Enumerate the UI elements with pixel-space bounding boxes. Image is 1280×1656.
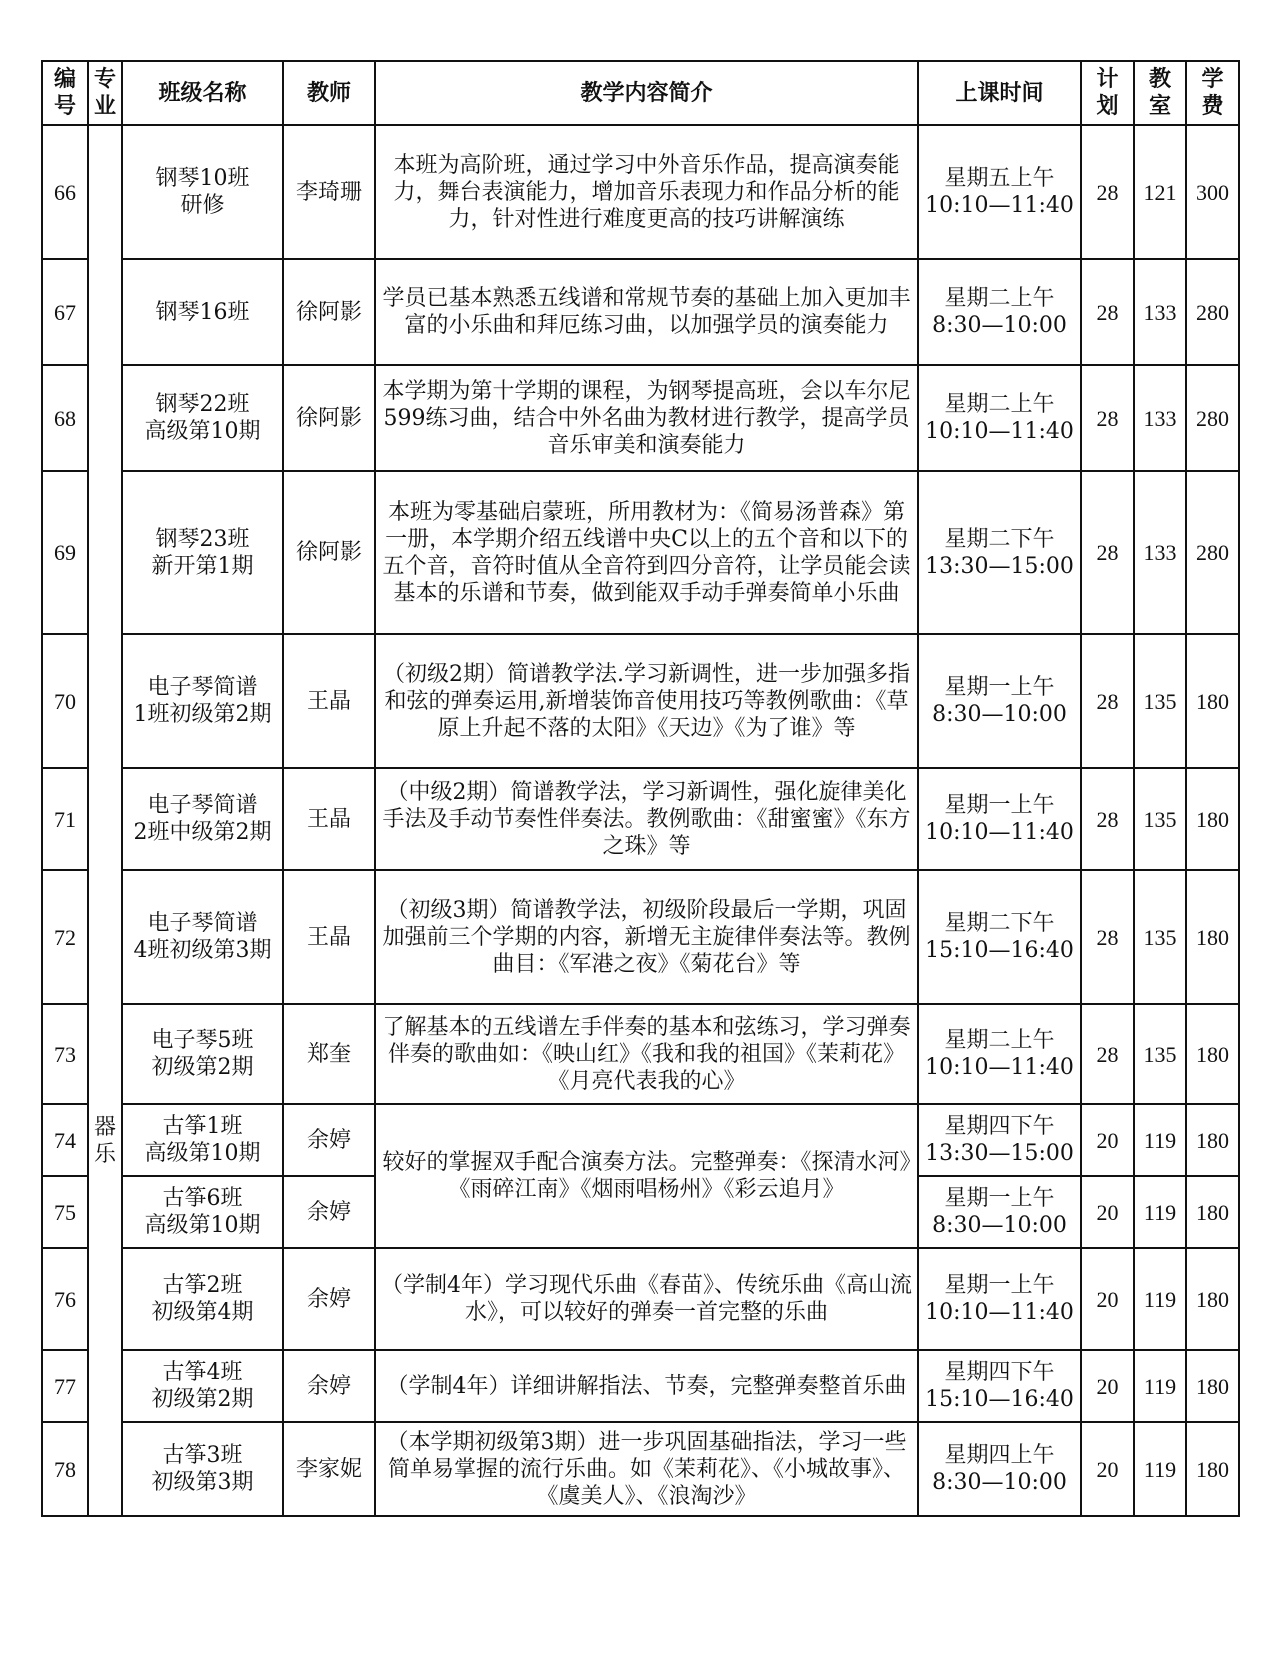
teacher-name: 王晶 bbox=[283, 768, 375, 870]
class-name bbox=[122, 125, 283, 259]
table-row bbox=[42, 768, 1239, 870]
row-number: 67 bbox=[42, 259, 88, 365]
table-row bbox=[42, 1104, 1239, 1176]
classroom: 119 bbox=[1134, 1176, 1186, 1248]
class-time-line: 星期四上午 bbox=[944, 1443, 1055, 1468]
header-num: 编 号 bbox=[42, 61, 88, 125]
class-name-line: 古筝4班 bbox=[162, 1360, 243, 1385]
class-time-line: 10:10—11:40 bbox=[925, 820, 1074, 845]
classroom: 133 bbox=[1134, 365, 1186, 471]
teacher-name: 徐阿影 bbox=[283, 471, 375, 634]
table-row bbox=[42, 125, 1239, 259]
class-time bbox=[918, 1350, 1081, 1422]
class-name bbox=[122, 259, 283, 365]
class-time bbox=[918, 471, 1081, 634]
row-number: 70 bbox=[42, 634, 88, 768]
tuition-fee: 300 bbox=[1186, 125, 1239, 259]
plan-count: 20 bbox=[1081, 1176, 1134, 1248]
row-number: 78 bbox=[42, 1422, 88, 1516]
teacher-name: 徐阿影 bbox=[283, 365, 375, 471]
class-name-line: 古筝2班 bbox=[162, 1273, 243, 1298]
classroom: 133 bbox=[1134, 259, 1186, 365]
table-row bbox=[42, 634, 1239, 768]
class-time-line: 星期四下午 bbox=[944, 1114, 1055, 1139]
class-time bbox=[918, 1176, 1081, 1248]
table-row bbox=[42, 870, 1239, 1004]
tuition-fee: 180 bbox=[1186, 1350, 1239, 1422]
class-time-line: 星期二上午 bbox=[944, 1028, 1055, 1053]
class-time-line: 星期一上午 bbox=[944, 1186, 1055, 1211]
class-time-line: 10:10—11:40 bbox=[925, 419, 1074, 444]
row-number: 74 bbox=[42, 1104, 88, 1176]
header-row bbox=[42, 61, 1239, 125]
plan-count: 28 bbox=[1081, 870, 1134, 1004]
row-number: 69 bbox=[42, 471, 88, 634]
class-name-line: 电子琴简谱 bbox=[147, 793, 258, 818]
course-description: （学制4年）详细讲解指法、节奏，完整弹奏整首乐曲 bbox=[375, 1350, 918, 1422]
plan-count: 20 bbox=[1081, 1422, 1134, 1516]
tuition-fee: 180 bbox=[1186, 1248, 1239, 1350]
class-time-line: 13:30—15:00 bbox=[925, 553, 1074, 579]
header-major: 专 业 bbox=[88, 61, 122, 125]
class-time-line: 星期五上午 bbox=[944, 166, 1055, 191]
class-time-line: 星期一上午 bbox=[944, 675, 1055, 700]
class-name-line: 4班初级第3期 bbox=[133, 938, 272, 963]
class-name-line: 电子琴简谱 bbox=[147, 675, 258, 700]
classroom: 119 bbox=[1134, 1104, 1186, 1176]
class-time-line: 星期四下午 bbox=[944, 1360, 1055, 1385]
class-time-line: 星期二下午 bbox=[944, 911, 1055, 936]
class-name bbox=[122, 1350, 283, 1422]
header-teacher: 教师 bbox=[283, 61, 375, 125]
header-time: 上课时间 bbox=[918, 61, 1081, 125]
class-time-line: 10:10—11:40 bbox=[925, 1055, 1074, 1080]
class-time bbox=[918, 259, 1081, 365]
header-content: 教学内容简介 bbox=[375, 61, 918, 125]
plan-count: 20 bbox=[1081, 1248, 1134, 1350]
plan-count: 20 bbox=[1081, 1104, 1134, 1176]
class-name-line: 高级第10期 bbox=[144, 1141, 261, 1166]
row-number: 71 bbox=[42, 768, 88, 870]
table-row bbox=[42, 365, 1239, 471]
header-room: 教 室 bbox=[1134, 61, 1186, 125]
table-body bbox=[42, 125, 1239, 1516]
class-name-line: 1班初级第2期 bbox=[133, 702, 272, 727]
plan-count: 28 bbox=[1081, 1004, 1134, 1104]
course-description: 本班为高阶班，通过学习中外音乐作品，提高演奏能力，舞台表演能力，增加音乐表现力和作品分析的能力，针对性进行难度更高的技巧讲解演练 bbox=[375, 125, 918, 259]
class-name-line: 古筝1班 bbox=[162, 1114, 243, 1139]
class-name-line: 古筝3班 bbox=[162, 1443, 243, 1468]
class-name-line: 钢琴16班 bbox=[155, 299, 250, 325]
class-time-line: 15:10—16:40 bbox=[925, 938, 1074, 963]
classroom: 135 bbox=[1134, 768, 1186, 870]
class-name bbox=[122, 1104, 283, 1176]
tuition-fee: 180 bbox=[1186, 1422, 1239, 1516]
course-description: 了解基本的五线谱左手伴奏的基本和弦练习，学习弹奏伴奏的歌曲如：《映山红》《我和我的祖国》《茉莉花》《月亮代表我的心》 bbox=[375, 1004, 918, 1104]
course-description: 本班为零基础启蒙班，所用教材为：《简易汤普森》第一册，本学期介绍五线谱中央C以上的五个音和以下的五个音，音符时值从全音符到四分音符，让学员能会读基本的乐谱和节奏，做到能双手动手弹奏简单小乐曲 bbox=[375, 471, 918, 634]
table-row bbox=[42, 1350, 1239, 1422]
row-number: 72 bbox=[42, 870, 88, 1004]
class-time-line: 星期一上午 bbox=[944, 793, 1055, 818]
class-time-line: 10:10—11:40 bbox=[925, 1300, 1074, 1325]
table-row bbox=[42, 259, 1239, 365]
class-name-line: 初级第3期 bbox=[151, 1470, 254, 1495]
class-time bbox=[918, 1248, 1081, 1350]
class-time-line: 星期二下午 bbox=[944, 526, 1055, 552]
class-name-line: 钢琴22班 bbox=[155, 392, 250, 417]
class-time bbox=[918, 768, 1081, 870]
course-description: 较好的掌握双手配合演奏方法。完整弹奏：《探清水河》《雨碎江南》《烟雨唱杨州》《彩云追月》 bbox=[375, 1104, 918, 1248]
tuition-fee: 180 bbox=[1186, 1176, 1239, 1248]
row-number: 76 bbox=[42, 1248, 88, 1350]
teacher-name: 王晶 bbox=[283, 870, 375, 1004]
tuition-fee: 180 bbox=[1186, 870, 1239, 1004]
class-name-line: 2班中级第2期 bbox=[133, 820, 272, 845]
class-time bbox=[918, 125, 1081, 259]
tuition-fee: 180 bbox=[1186, 634, 1239, 768]
plan-count: 28 bbox=[1081, 259, 1134, 365]
class-time-line: 15:10—16:40 bbox=[925, 1387, 1074, 1412]
teacher-name: 余婷 bbox=[283, 1350, 375, 1422]
table-row bbox=[42, 1004, 1239, 1104]
class-time-line: 8:30—10:00 bbox=[932, 702, 1067, 727]
class-name-line: 高级第10期 bbox=[144, 1213, 261, 1238]
tuition-fee: 280 bbox=[1186, 259, 1239, 365]
class-name-line: 初级第2期 bbox=[151, 1387, 254, 1412]
table-row bbox=[42, 1422, 1239, 1516]
teacher-name: 郑奎 bbox=[283, 1004, 375, 1104]
row-number: 75 bbox=[42, 1176, 88, 1248]
class-name-line: 初级第4期 bbox=[151, 1300, 254, 1325]
class-name-line: 钢琴23班 bbox=[155, 526, 250, 552]
class-time bbox=[918, 1104, 1081, 1176]
class-time bbox=[918, 870, 1081, 1004]
classroom: 119 bbox=[1134, 1248, 1186, 1350]
class-name bbox=[122, 1004, 283, 1104]
teacher-name: 余婷 bbox=[283, 1104, 375, 1176]
class-time bbox=[918, 365, 1081, 471]
header-plan: 计 划 bbox=[1081, 61, 1134, 125]
class-name bbox=[122, 1248, 283, 1350]
row-number: 77 bbox=[42, 1350, 88, 1422]
table-row bbox=[42, 1248, 1239, 1350]
plan-count: 28 bbox=[1081, 471, 1134, 634]
course-description: （初级3期）简谱教学法，初级阶段最后一学期，巩固加强前三个学期的内容，新增无主旋律伴奏法等。教例曲目：《军港之夜》《菊花台》等 bbox=[375, 870, 918, 1004]
classroom: 119 bbox=[1134, 1350, 1186, 1422]
class-time bbox=[918, 1422, 1081, 1516]
course-description: （本学期初级第3期）进一步巩固基础指法，学习一些简单易掌握的流行乐曲。如《茉莉花》、《小城故事》、《虞美人》、《浪淘沙》 bbox=[375, 1422, 918, 1516]
tuition-fee: 180 bbox=[1186, 1104, 1239, 1176]
plan-count: 28 bbox=[1081, 768, 1134, 870]
classroom: 119 bbox=[1134, 1422, 1186, 1516]
course-description: （学制4年）学习现代乐曲《春苗》、传统乐曲《高山流水》，可以较好的弹奏一首完整的乐曲 bbox=[375, 1248, 918, 1350]
class-name-line: 初级第2期 bbox=[151, 1055, 254, 1080]
class-time-line: 星期二上午 bbox=[944, 286, 1055, 311]
course-description: （中级2期）简谱教学法，学习新调性，强化旋律美化手法及手动节奏性伴奏法。教例歌曲：《甜蜜蜜》《东方之珠》等 bbox=[375, 768, 918, 870]
major-cell: 器 乐 bbox=[88, 125, 122, 1516]
class-time bbox=[918, 634, 1081, 768]
class-time-line: 星期二上午 bbox=[944, 392, 1055, 417]
classroom: 121 bbox=[1134, 125, 1186, 259]
header-class-name: 班级名称 bbox=[122, 61, 283, 125]
teacher-name: 余婷 bbox=[283, 1248, 375, 1350]
course-description: 学员已基本熟悉五线谱和常规节奏的基础上加入更加丰富的小乐曲和拜厄练习曲，以加强学员的演奏能力 bbox=[375, 259, 918, 365]
class-name bbox=[122, 1422, 283, 1516]
course-table bbox=[41, 60, 1240, 1517]
class-time-line: 13:30—15:00 bbox=[925, 1141, 1074, 1166]
class-time-line: 8:30—10:00 bbox=[932, 1470, 1067, 1495]
classroom: 135 bbox=[1134, 1004, 1186, 1104]
class-name bbox=[122, 768, 283, 870]
tuition-fee: 180 bbox=[1186, 768, 1239, 870]
class-name-line: 研修 bbox=[180, 193, 225, 218]
class-time-line: 10:10—11:40 bbox=[925, 193, 1074, 218]
class-name-line: 钢琴10班 bbox=[155, 166, 250, 191]
class-time-line: 8:30—10:00 bbox=[932, 313, 1067, 338]
teacher-name: 余婷 bbox=[283, 1176, 375, 1248]
tuition-fee: 280 bbox=[1186, 471, 1239, 634]
course-description: 本学期为第十学期的课程，为钢琴提高班，会以车尔尼599练习曲，结合中外名曲为教材进行教学，提高学员音乐审美和演奏能力 bbox=[375, 365, 918, 471]
class-name bbox=[122, 471, 283, 634]
class-name-line: 高级第10期 bbox=[144, 419, 261, 444]
teacher-name: 李家妮 bbox=[283, 1422, 375, 1516]
class-name bbox=[122, 870, 283, 1004]
course-description: （初级2期）简谱教学法.学习新调性，进一步加强多指和弦的弹奏运用,新增装饰音使用技巧等教例歌曲：《草原上升起不落的太阳》《天边》《为了谁》等 bbox=[375, 634, 918, 768]
row-number: 73 bbox=[42, 1004, 88, 1104]
class-name bbox=[122, 634, 283, 768]
classroom: 135 bbox=[1134, 634, 1186, 768]
class-name bbox=[122, 365, 283, 471]
table-row bbox=[42, 471, 1239, 634]
row-number: 66 bbox=[42, 125, 88, 259]
teacher-name: 徐阿影 bbox=[283, 259, 375, 365]
teacher-name: 李琦珊 bbox=[283, 125, 375, 259]
plan-count: 28 bbox=[1081, 125, 1134, 259]
plan-count: 28 bbox=[1081, 634, 1134, 768]
class-name-line: 新开第1期 bbox=[151, 553, 254, 579]
classroom: 133 bbox=[1134, 471, 1186, 634]
class-time-line: 星期一上午 bbox=[944, 1273, 1055, 1298]
class-name-line: 古筝6班 bbox=[162, 1186, 243, 1211]
tuition-fee: 180 bbox=[1186, 1004, 1239, 1104]
class-name-line: 电子琴简谱 bbox=[147, 911, 258, 936]
class-name-line: 电子琴5班 bbox=[151, 1028, 254, 1053]
class-name bbox=[122, 1176, 283, 1248]
class-time-line: 8:30—10:00 bbox=[932, 1213, 1067, 1238]
classroom: 135 bbox=[1134, 870, 1186, 1004]
header-fee: 学 费 bbox=[1186, 61, 1239, 125]
plan-count: 28 bbox=[1081, 365, 1134, 471]
plan-count: 20 bbox=[1081, 1350, 1134, 1422]
class-time bbox=[918, 1004, 1081, 1104]
row-number: 68 bbox=[42, 365, 88, 471]
teacher-name: 王晶 bbox=[283, 634, 375, 768]
tuition-fee: 280 bbox=[1186, 365, 1239, 471]
